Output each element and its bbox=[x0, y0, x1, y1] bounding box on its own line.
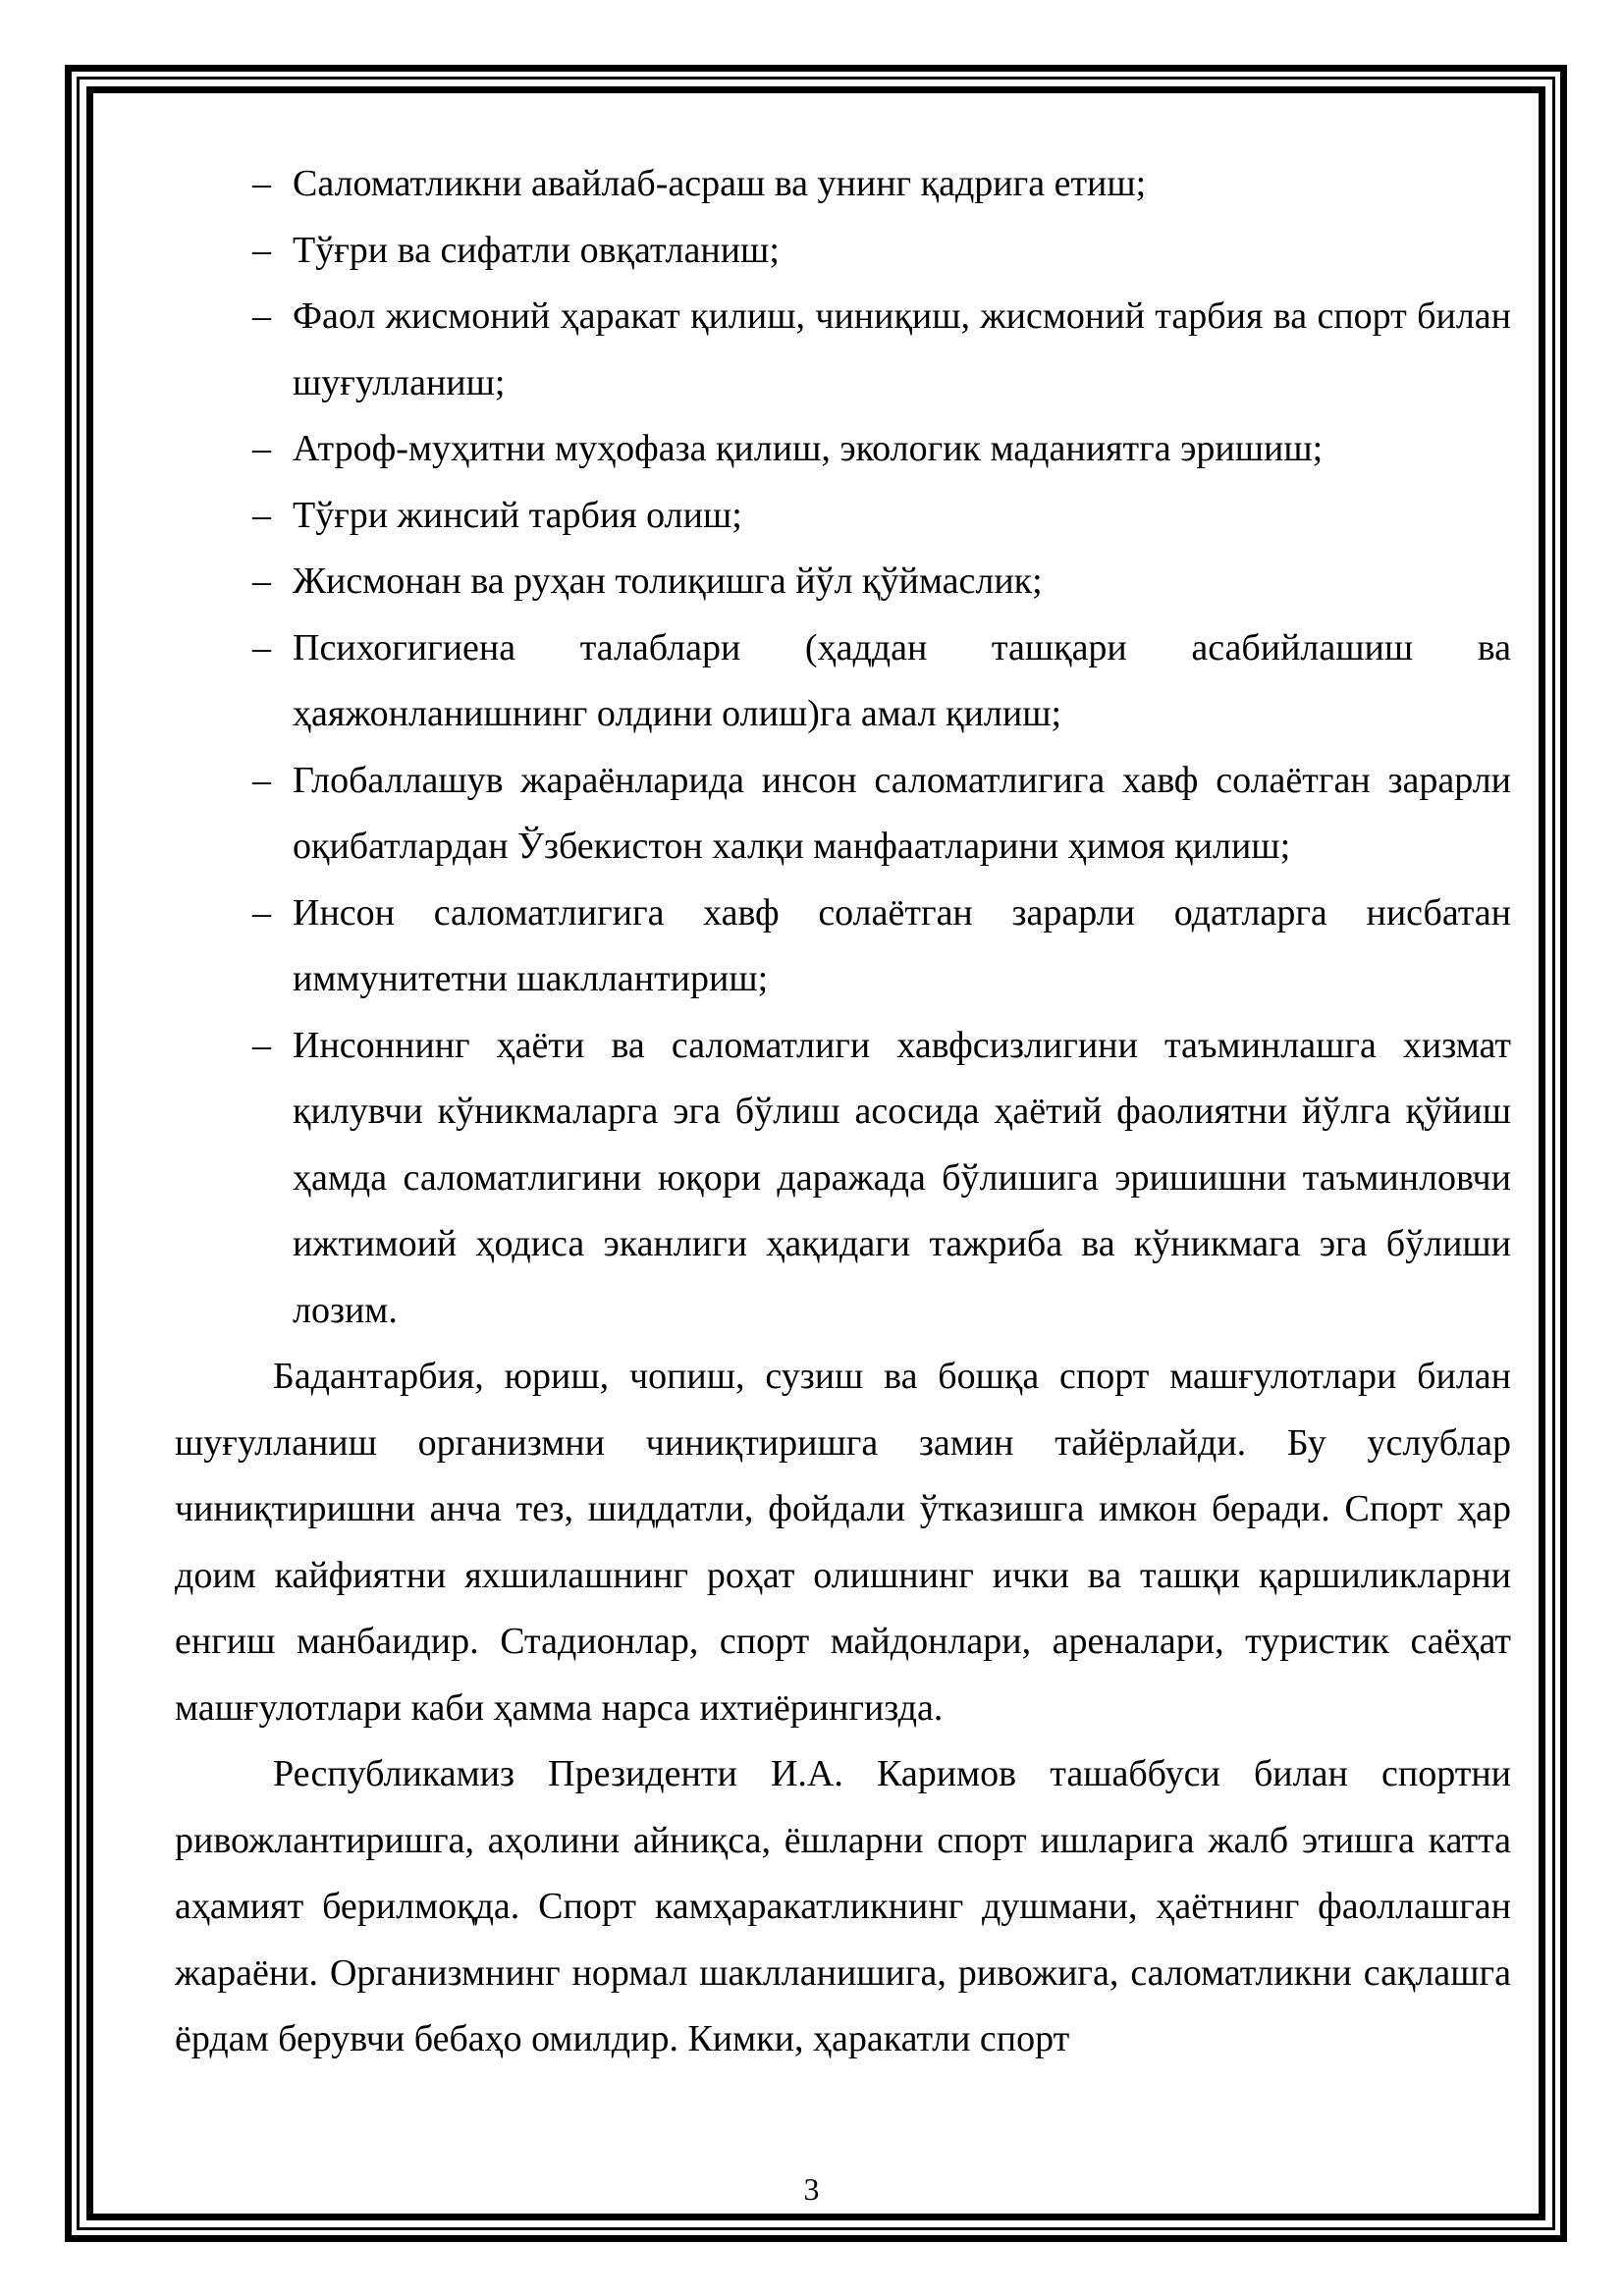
list-item bbox=[175, 1013, 1511, 1345]
list-item bbox=[175, 218, 1511, 285]
bullet-dash: – bbox=[252, 759, 271, 801]
list-item-text: Фаол жисмоний ҳаракат қилиш, чиниқиш, жисмоний тарбия ва спорт билан шуғулланиш; bbox=[293, 295, 1511, 403]
bullet-dash: – bbox=[252, 428, 271, 469]
bullet-dash: – bbox=[252, 494, 271, 536]
bullet-dash: – bbox=[252, 1024, 271, 1066]
list-item-text: Саломатликни авайлаб-асраш ва унинг қадрига етиш; bbox=[293, 163, 1147, 204]
list-item bbox=[175, 151, 1511, 218]
list-item bbox=[175, 615, 1511, 748]
list-item-text: Тўғри жинсий тарбия олиш; bbox=[293, 494, 742, 536]
bullet-dash: – bbox=[252, 229, 271, 271]
list-item-text: Тўғри ва сифатли овқатланиш; bbox=[293, 229, 780, 271]
bullet-dash: – bbox=[252, 626, 271, 668]
list-item bbox=[175, 483, 1511, 550]
bullet-dash: – bbox=[252, 561, 271, 602]
list-item bbox=[175, 416, 1511, 483]
list-item bbox=[175, 284, 1511, 416]
bullet-dash: – bbox=[252, 163, 271, 204]
list-item-text: Инсоннинг ҳаёти ва саломатлиги хавфсизлигини таъминлашга хизмат қилувчи кўникмаларга эга бўлиш асосида ҳаётий фаолиятни йўлга қўйиш ҳамда саломатлигини юқори даражада бўлишига эришишни таъминловчи ижтимоий ҳодиса эканлиги ҳақидаги тажриба ва кўникмага эга бўлиши лозим. bbox=[293, 1024, 1511, 1331]
list-item bbox=[175, 549, 1511, 615]
list-item-text: Инсон саломатлигига хавф солаётган зарарли одатларга нисбатан иммунитетни шакллантириш; bbox=[293, 891, 1511, 999]
list-item bbox=[175, 881, 1511, 1013]
list-item-text: Жисмонан ва руҳан толиқишга йўл қўймаслик; bbox=[293, 561, 1043, 602]
bullet-dash: – bbox=[252, 891, 271, 934]
list-item-text: Психогигиена талаблари (ҳаддан ташқари асабийлашиш ва ҳаяжонланишнинг олдини олиш)га амал қилиш; bbox=[293, 626, 1511, 734]
page-content bbox=[175, 151, 1511, 2073]
page-number: 3 bbox=[803, 2171, 820, 2207]
body-paragraph: Бадантарбия, юриш, чопиш, сузиш ва бошқа спорт машғулотлари билан шуғулланиш организмни чиниқтиришга замин тайёрлайди. Бу услублар чиниқтиришни анча тез, шиддатли, фойдали ўтказишга имкон беради. Спорт ҳар доим кайфиятни яхшилашнинг роҳат олишнинг ички ва ташқи қаршиликларни енгиш манбаидир. Стадионлар, спорт майдонлари, ареналари, туристик саёҳат машғулотлари каби ҳамма нарса ихтиёрингизда. bbox=[175, 1356, 1511, 1729]
list-item-text: Атроф-муҳитни муҳофаза қилиш, экологик маданиятга эришиш; bbox=[293, 428, 1324, 469]
bullet-dash: – bbox=[252, 295, 271, 337]
list-item bbox=[175, 748, 1511, 881]
list-item-text: Глобаллашув жараёнларида инсон саломатлигига хавф солаётган зарарли оқибатлардан Ўзбекистон халқи манфаатларини ҳимоя қилиш; bbox=[293, 759, 1511, 867]
bullet-list bbox=[175, 151, 1511, 1344]
body-paragraph: Республикамиз Президенти И.А. Каримов ташаббуси билан спортни ривожлантиришга, аҳолини айниқса, ёшларни спорт ишларига жалб этишга катта аҳамият берилмоқда. Спорт камҳаракатликнинг душмани, ҳаётнинг фаоллашган жараёни. Организмнинг нормал шаклланишига, ривожига, саломатликни сақлашга ёрдам берувчи бебаҳо омилдир. Кимки, ҳаракатли спорт bbox=[175, 1753, 1511, 2059]
